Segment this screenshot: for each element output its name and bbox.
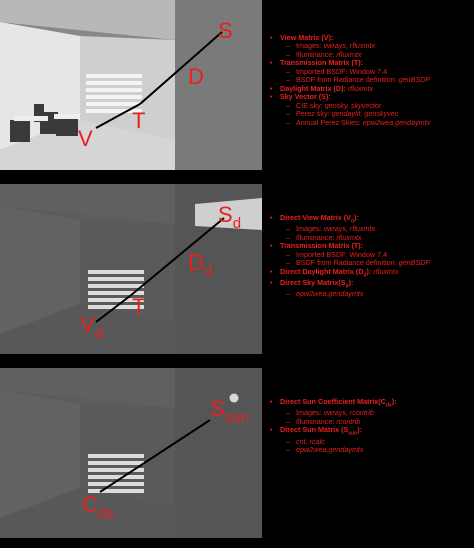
label-sd: $S_d$ bbox=[218, 202, 242, 232]
sub-bullet-item: – epw2wea,gendaymtx bbox=[268, 446, 474, 454]
panel-direct-daylight bbox=[0, 184, 474, 364]
sub-bullet-item: – Perez sky: gendaylit, genskyvec bbox=[268, 110, 474, 118]
label-t: T bbox=[132, 294, 146, 319]
notes-list-3 bbox=[268, 398, 474, 455]
sub-bullet-item: – Images: vwrays, rfluxmtx bbox=[268, 225, 474, 233]
sub-bullet-item: – Illuminance: rfluxmtx bbox=[268, 234, 474, 242]
label-t: T bbox=[132, 108, 146, 133]
sub-bullet-item: – cnt, rcalc bbox=[268, 438, 474, 446]
label-v: V bbox=[78, 126, 93, 151]
bullet-item: • View Matrix (V): bbox=[268, 34, 474, 42]
bullet-item: • Daylight Matrix (D): rfluxmtx bbox=[268, 85, 474, 93]
bullet-item: • Direct View Matrix $(V_d)$: bbox=[268, 214, 474, 225]
label-vd: $V_d$ bbox=[80, 312, 104, 342]
bullet-item: • Transmission Matrix (T): bbox=[268, 59, 474, 67]
bullet-list bbox=[268, 398, 474, 455]
bullet-item: • Direct Sun Coefficient $Matrix(C_{ds})$: bbox=[268, 398, 474, 409]
notes-list-2 bbox=[268, 214, 474, 299]
sub-bullet-item: – BSDF from Radiance definition: genBSDF bbox=[268, 259, 474, 267]
sub-bullet-item: – epw2wea,gendaymtx bbox=[268, 290, 474, 298]
sub-bullet-item: – Imported BSDF: Window 7.4 bbox=[268, 68, 474, 76]
label-cds: $C_{ds}$ bbox=[82, 492, 114, 522]
bullet-list bbox=[268, 34, 474, 127]
sub-bullet-item: – Annual Perez Skies: epw2wea,gendaymtx bbox=[268, 119, 474, 127]
bullet-item: • Sky Vector (S): bbox=[268, 93, 474, 101]
label-s: S bbox=[218, 18, 233, 43]
bullet-item: • Direct Sun Matrix $(S_{sun})$: bbox=[268, 426, 474, 437]
sub-bullet-item: – Imported BSDF: Window 7.4 bbox=[268, 251, 474, 259]
sub-bullet-item: – Illuminance: rfluxmtx bbox=[268, 51, 474, 59]
bullet-item: • Direct Sky $Matrix(S_d)$: bbox=[268, 279, 474, 290]
sub-bullet-item: – Images: vwrays, rcontrib bbox=[268, 409, 474, 417]
label-d: D bbox=[188, 64, 204, 89]
sub-bullet-item: – Images: vwrays, rfluxmtx bbox=[268, 42, 474, 50]
bullet-item: • Transmission Matrix (T): bbox=[268, 242, 474, 250]
sub-bullet-item: – CIE sky: gensky, skyvector bbox=[268, 102, 474, 110]
panel-direct-sun bbox=[0, 368, 474, 548]
label-dd: $D_d$ bbox=[188, 250, 213, 280]
bullet-list bbox=[268, 214, 474, 299]
notes-list-1 bbox=[268, 34, 474, 127]
sub-bullet-item: – Illuminance: rcontrib bbox=[268, 418, 474, 426]
panel-three-phase bbox=[0, 0, 474, 180]
label-ssun: $S_{sun}$ bbox=[210, 396, 249, 426]
scene-render-3 bbox=[0, 368, 262, 538]
bullet-item: • Direct Daylight Matrix $(D_d)$: rfluxmtx bbox=[268, 268, 474, 279]
sub-bullet-item: – BSDF from Radiance definition: genBSDF bbox=[268, 76, 474, 84]
